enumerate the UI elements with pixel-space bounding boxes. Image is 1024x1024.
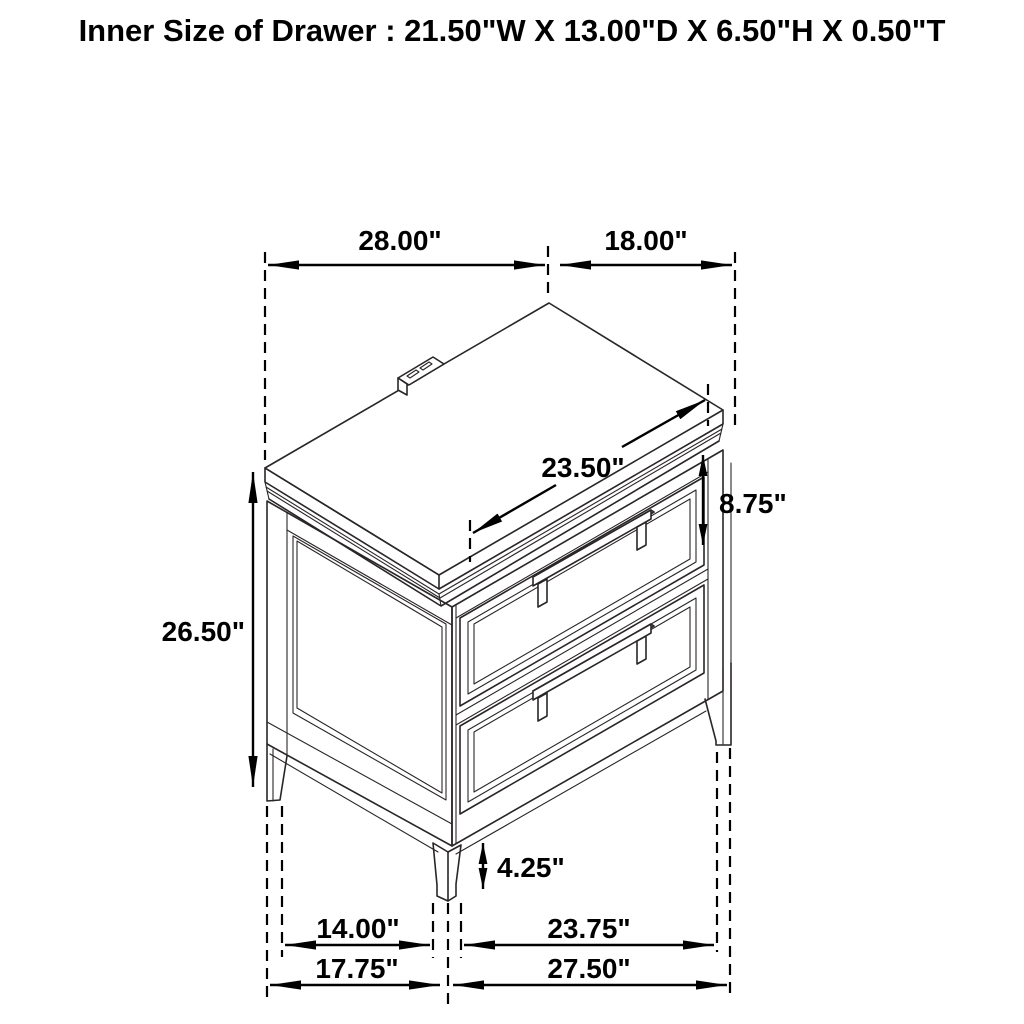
dim-label-leg-height: 4.25" <box>497 852 565 883</box>
dimension-top-depth <box>560 225 732 265</box>
dim-label-top-width: 28.00" <box>358 225 442 256</box>
dimension-base-front-span <box>453 953 727 985</box>
front-panel <box>452 450 731 854</box>
dim-label-overall-height: 26.50" <box>161 616 245 647</box>
dim-label-base-front-span: 27.50" <box>547 953 631 984</box>
dim-label-top-depth: 18.00" <box>604 225 688 256</box>
drawer-2 <box>460 585 704 814</box>
dim-label-base-side-inner: 14.00" <box>316 913 400 944</box>
dimension-top-inner-width <box>470 384 708 562</box>
top-outlet-bracket <box>398 357 444 395</box>
side-panel <box>267 501 452 852</box>
dimension-top-width <box>268 225 545 265</box>
dim-label-base-front-inner: 23.75" <box>547 913 631 944</box>
dimension-leg-height <box>483 843 565 889</box>
dim-label-drawer-section-height: 8.75" <box>719 488 787 519</box>
dim-label-base-side-span: 17.75" <box>315 953 399 984</box>
dimension-base-front-inner <box>464 913 714 945</box>
dimension-drawer-section-height <box>703 455 787 545</box>
dimension-overall-height <box>162 472 253 787</box>
dim-label-top-inner-width: 23.50" <box>541 452 625 483</box>
dimension-annotations <box>162 225 787 1008</box>
front-right-leg <box>705 663 731 745</box>
diagram-title: Inner Size of Drawer : 21.50"W X 13.00"D X 6.50"H X 0.50"T <box>78 13 946 48</box>
dimension-base-side-inner <box>285 913 430 945</box>
dimension-base-side-span <box>270 953 440 985</box>
table-top <box>265 303 723 606</box>
furniture-drawing <box>265 303 731 901</box>
